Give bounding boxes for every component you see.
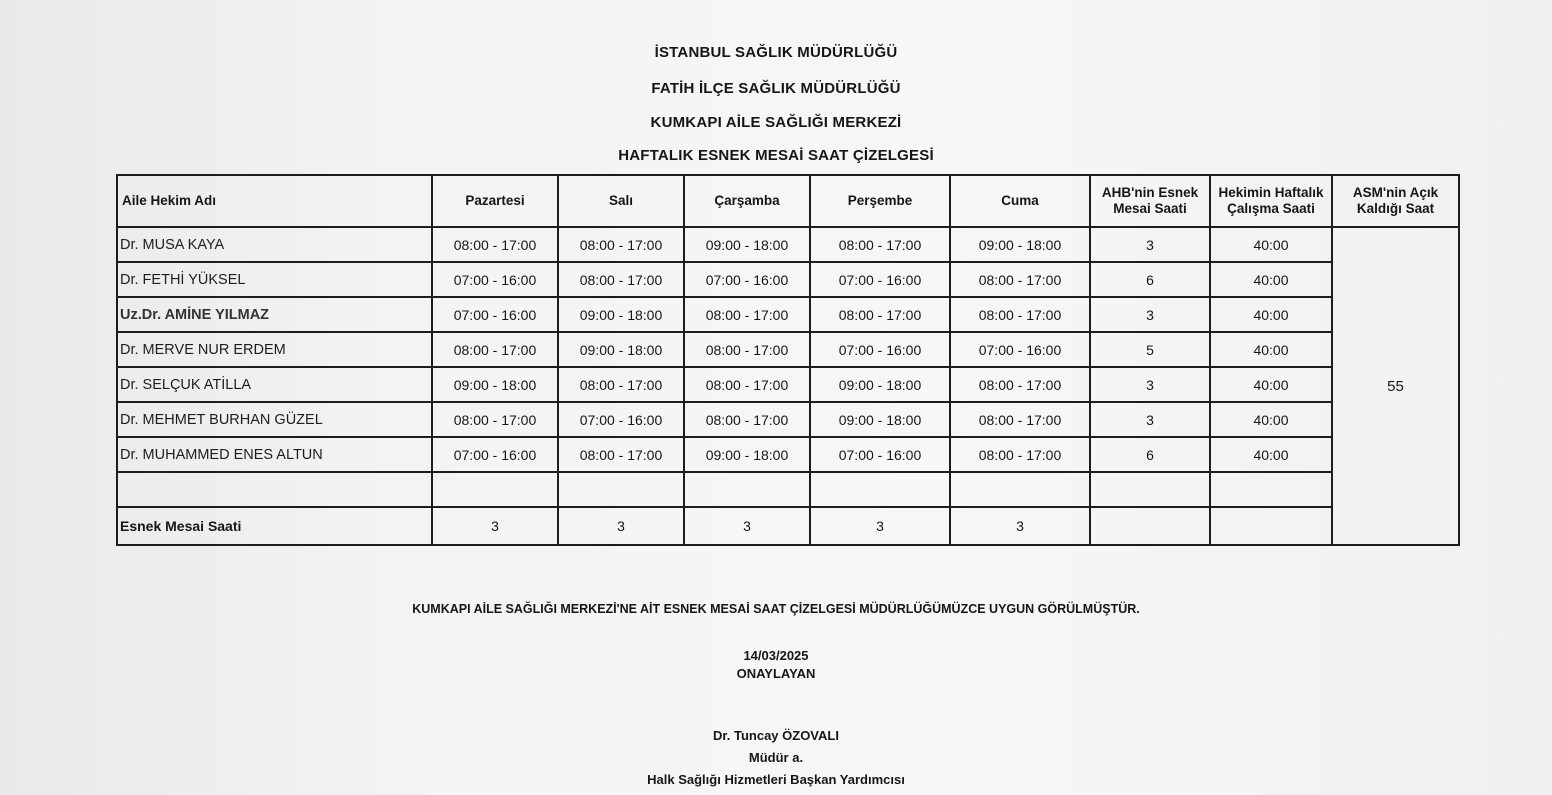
wednesday-hours: 08:00 - 17:00 [684, 297, 810, 332]
empty-cell [1210, 472, 1332, 507]
thursday-hours: 09:00 - 18:00 [810, 367, 950, 402]
empty-cell [432, 472, 558, 507]
header-line-2: FATİH İLÇE SAĞLIK MÜDÜRLÜĞÜ [651, 80, 901, 97]
empty-cell [117, 472, 432, 507]
table-row [117, 367, 1459, 402]
monday-hours: 09:00 - 18:00 [432, 367, 558, 402]
wednesday-hours: 07:00 - 16:00 [684, 262, 810, 297]
monday-hours: 08:00 - 17:00 [432, 402, 558, 437]
flex-hours: 3 [1090, 402, 1210, 437]
table-row [117, 262, 1459, 297]
monday-hours: 07:00 - 16:00 [432, 262, 558, 297]
doctor-name: Dr. MUSA KAYA [117, 227, 432, 262]
header-line-3: KUMKAPI AİLE SAĞLIĞI MERKEZİ [650, 114, 902, 131]
empty-cell [1090, 507, 1210, 545]
friday-hours: 08:00 - 17:00 [950, 402, 1090, 437]
col-header-monday: Pazartesi [432, 175, 558, 227]
tuesday-hours: 08:00 - 17:00 [558, 437, 684, 472]
tuesday-hours: 09:00 - 18:00 [558, 332, 684, 367]
tuesday-hours: 08:00 - 17:00 [558, 262, 684, 297]
col-header-asm-hours [1332, 175, 1459, 227]
thursday-hours: 07:00 - 16:00 [810, 332, 950, 367]
friday-total: 3 [950, 507, 1090, 545]
col-header-weekly-hours [1210, 175, 1332, 227]
friday-hours: 09:00 - 18:00 [950, 227, 1090, 262]
weekly-hours: 40:00 [1210, 297, 1332, 332]
empty-cell [1210, 507, 1332, 545]
table-row [117, 332, 1459, 367]
col-header-flex-line1: AHB'nin Esnek [1101, 185, 1199, 200]
weekly-hours: 40:00 [1210, 262, 1332, 297]
wednesday-hours: 08:00 - 17:00 [684, 402, 810, 437]
col-header-name: Aile Hekim Adı [117, 175, 432, 227]
flex-hours: 3 [1090, 227, 1210, 262]
weekly-hours: 40:00 [1210, 227, 1332, 262]
empty-cell [1090, 472, 1210, 507]
asm-open-hours: 55 [1332, 227, 1459, 545]
col-header-asm-line1: ASM'nin Açık [1352, 185, 1439, 200]
friday-hours: 08:00 - 17:00 [950, 297, 1090, 332]
tuesday-total: 3 [558, 507, 684, 545]
tuesday-hours: 07:00 - 16:00 [558, 402, 684, 437]
tuesday-hours: 08:00 - 17:00 [558, 367, 684, 402]
doctor-name: Dr. MUHAMMED ENES ALTUN [117, 437, 432, 472]
wednesday-total: 3 [684, 507, 810, 545]
document-title: HAFTALIK ESNEK MESAİ SAAT ÇİZELGESİ [618, 147, 934, 164]
flex-hours: 6 [1090, 437, 1210, 472]
table-row [117, 437, 1459, 472]
monday-total: 3 [432, 507, 558, 545]
thursday-hours: 07:00 - 16:00 [810, 262, 950, 297]
wednesday-hours: 09:00 - 18:00 [684, 437, 810, 472]
monday-hours: 07:00 - 16:00 [432, 437, 558, 472]
schedule-table [116, 174, 1460, 546]
weekly-hours: 40:00 [1210, 437, 1332, 472]
signer-name: Dr. Tuncay ÖZOVALI [713, 728, 839, 743]
empty-cell [558, 472, 684, 507]
thursday-hours: 08:00 - 17:00 [810, 227, 950, 262]
tuesday-hours: 08:00 - 17:00 [558, 227, 684, 262]
col-header-asm-line2: Kaldığı Saat [1356, 201, 1435, 216]
total-label: Esnek Mesai Saati [117, 507, 432, 545]
table-row [117, 402, 1459, 437]
col-header-weekly-line2: Çalışma Saati [1227, 201, 1315, 216]
flex-hours: 3 [1090, 297, 1210, 332]
empty-cell [684, 472, 810, 507]
doctor-name: Dr. FETHİ YÜKSEL [117, 262, 432, 297]
weekly-hours: 40:00 [1210, 332, 1332, 367]
thursday-hours: 07:00 - 16:00 [810, 437, 950, 472]
col-header-wednesday: Çarşamba [684, 175, 810, 227]
monday-hours: 08:00 - 17:00 [432, 332, 558, 367]
col-header-thursday: Perşembe [810, 175, 950, 227]
friday-hours: 08:00 - 17:00 [950, 367, 1090, 402]
col-header-friday: Cuma [950, 175, 1090, 227]
signer-role: Müdür a. [748, 750, 804, 765]
doctor-name: Dr. SELÇUK ATİLLA [117, 367, 432, 402]
weekly-hours: 40:00 [1210, 367, 1332, 402]
header-line-1: İSTANBUL SAĞLIK MÜDÜRLÜĞÜ [654, 44, 898, 61]
empty-row [117, 472, 1459, 507]
thursday-total: 3 [810, 507, 950, 545]
wednesday-hours: 09:00 - 18:00 [684, 227, 810, 262]
empty-cell [810, 472, 950, 507]
table-row [117, 227, 1459, 262]
col-header-flex-line2: Mesai Saati [1113, 201, 1187, 216]
thursday-hours: 09:00 - 18:00 [810, 402, 950, 437]
monday-hours: 08:00 - 17:00 [432, 227, 558, 262]
col-header-weekly-line1: Hekimin Haftalık [1218, 185, 1324, 200]
doctor-name: Dr. MERVE NUR ERDEM [117, 332, 432, 367]
approval-statement: KUMKAPI AİLE SAĞLIĞI MERKEZİ'NE AİT ESNEK MESAİ SAAT ÇİZELGESİ MÜDÜRLÜĞÜMÜZCE UYGUN GÖRÜLMÜŞTÜR. [412, 602, 1140, 616]
empty-cell [950, 472, 1090, 507]
total-row [117, 507, 1459, 545]
monday-hours: 07:00 - 16:00 [432, 297, 558, 332]
doctor-name: Uz.Dr. AMİNE YILMAZ [117, 297, 432, 332]
col-header-tuesday: Salı [558, 175, 684, 227]
flex-hours: 3 [1090, 367, 1210, 402]
weekly-hours: 40:00 [1210, 402, 1332, 437]
flex-hours: 6 [1090, 262, 1210, 297]
wednesday-hours: 08:00 - 17:00 [684, 332, 810, 367]
friday-hours: 07:00 - 16:00 [950, 332, 1090, 367]
table-header-row [117, 175, 1459, 227]
doctor-name: Dr. MEHMET BURHAN GÜZEL [117, 402, 432, 437]
thursday-hours: 08:00 - 17:00 [810, 297, 950, 332]
friday-hours: 08:00 - 17:00 [950, 437, 1090, 472]
wednesday-hours: 08:00 - 17:00 [684, 367, 810, 402]
flex-hours: 5 [1090, 332, 1210, 367]
signer-title: Halk Sağlığı Hizmetleri Başkan Yardımcısı [647, 772, 905, 787]
tuesday-hours: 09:00 - 18:00 [558, 297, 684, 332]
friday-hours: 08:00 - 17:00 [950, 262, 1090, 297]
approval-date: 14/03/2025 [743, 648, 809, 663]
approver-label: ONAYLAYAN [736, 666, 816, 681]
col-header-flex-hours [1090, 175, 1210, 227]
table-row [117, 297, 1459, 332]
